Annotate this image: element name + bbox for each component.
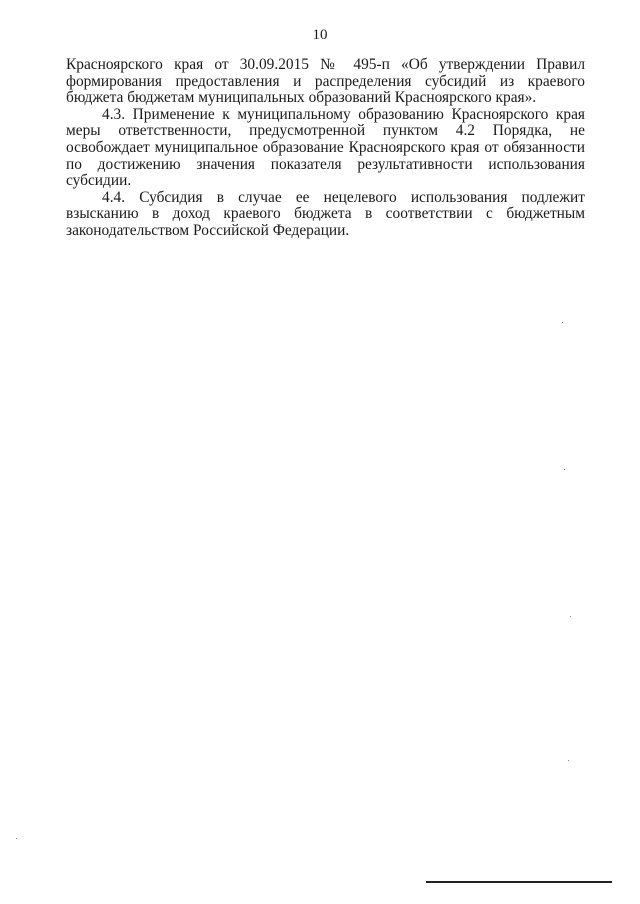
paragraph-4-3: 4.3. Применение к муниципальному образованию Красноярского края меры ответственности, предусмотренной пунктом 4.2 Порядка, не освобождает муниципальное образование Красноярского края от обязанности по достижению значения показателя результативности использования субсидии. [66, 105, 585, 190]
scan-speck [564, 469, 565, 470]
scan-speck [562, 322, 563, 323]
paragraph-4-4: 4.4. Субсидия в случае ее нецелевого использования подлежит взысканию в доход краевого бюджета в соответствии с бюджетным законодательством Российской Федерации. [66, 188, 585, 239]
scan-speck [568, 760, 569, 761]
scan-speck [16, 838, 17, 839]
scan-speck [570, 616, 571, 617]
page-number: 10 [312, 27, 328, 43]
paragraph-continuation: Красноярского края от 30.09.2015 № 495-п «Об утверждении Правил формирования предоставления и распределения субсидий из краевого бюджета бюджетам муниципальных образований Красноярского края». [66, 56, 585, 107]
bottom-rule-divider [426, 881, 612, 883]
document-body [66, 57, 585, 240]
